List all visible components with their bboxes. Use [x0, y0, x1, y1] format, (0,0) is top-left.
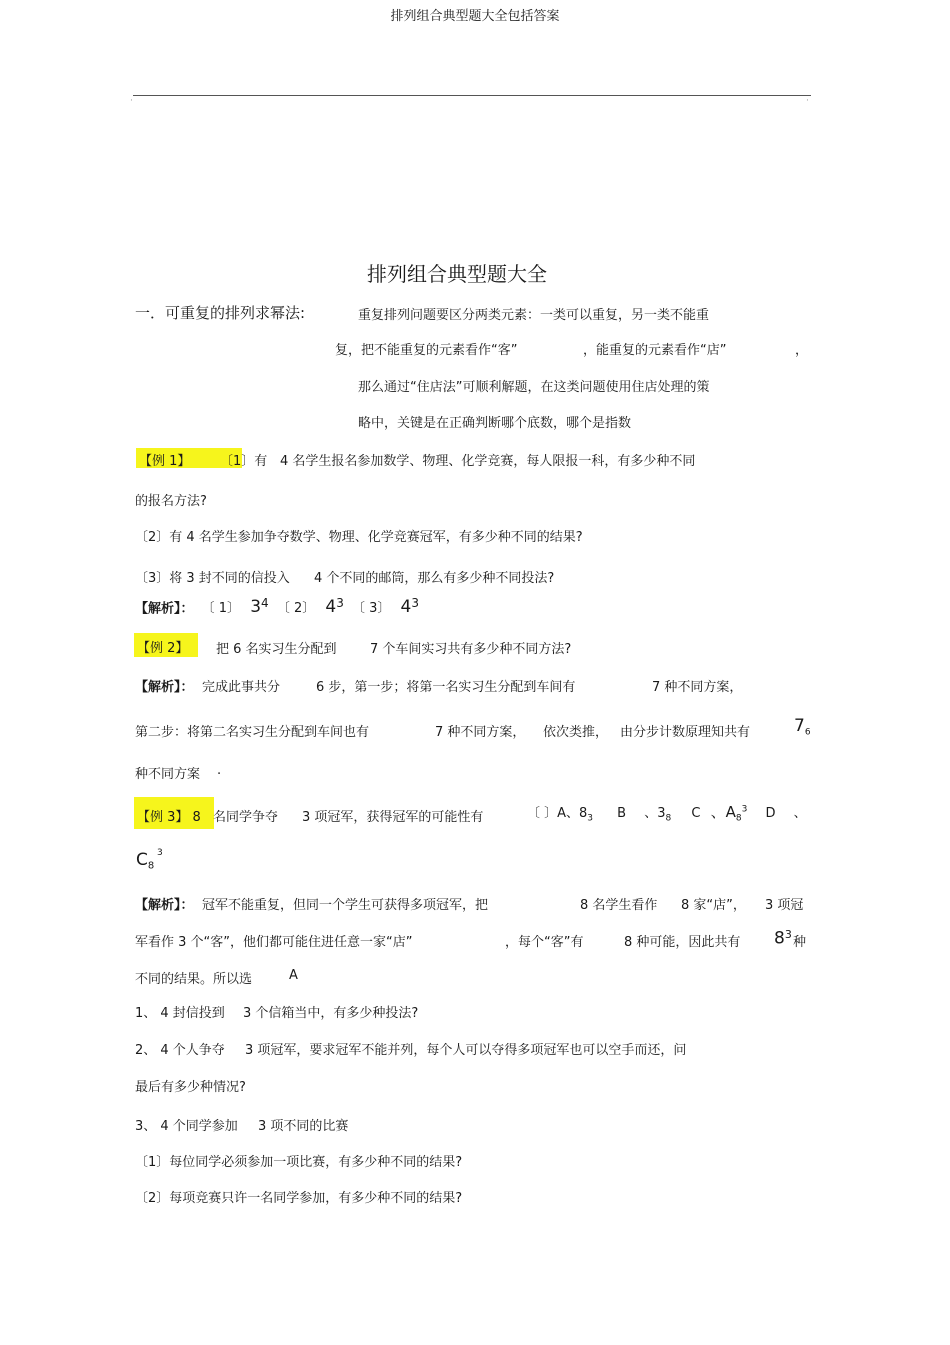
example-3-a3a: 不同的结果。所以选	[135, 972, 253, 987]
example-2-l2d: 由分步计数原理知共有	[620, 725, 751, 740]
answer-1-exp: 4	[261, 596, 269, 610]
option-d-value	[136, 848, 163, 872]
example-3-tag	[134, 797, 214, 829]
example-2-answer-label: 【解析】：	[135, 680, 194, 695]
option-d-sup: 3	[157, 848, 163, 858]
example-3-a1b: 8 名学生看作	[580, 898, 658, 913]
option-c-sup: 3	[741, 804, 748, 815]
option-d-sep: 、	[793, 806, 807, 821]
intro-line-2b: ，能重复的元素看作“店”	[583, 343, 727, 358]
example-3-a1d: 3 项冠	[765, 898, 804, 913]
example-2-qa: 把 6 名实习生分配到	[216, 642, 337, 657]
practice-1a: 1、 4 封信投到	[135, 1006, 225, 1021]
example-2-l1b: 6 步，第一步；将第一名实习生分配到车间有	[316, 680, 576, 695]
option-c-value: 、A	[710, 803, 736, 821]
intro-line-1: 重复排列问题要区分两类元素：一类可以重复，另一类不能重	[358, 308, 710, 323]
answer-2-base: 4	[325, 597, 337, 618]
power-exp: 6	[804, 727, 811, 738]
example-2-l3: 种不同方案	[135, 767, 201, 782]
example-2-qb: 7 个车间实习共有多少种不同方法?	[370, 642, 572, 657]
example-1-q1c: 的报名方法?	[135, 494, 207, 509]
example-2-l1c: 7 种不同方案，	[652, 680, 743, 695]
option-a-sup: 3	[587, 813, 594, 824]
option-b-value: 、3	[644, 806, 666, 821]
answer-label: 【解析】：	[135, 601, 194, 617]
example-2-tag-text: 【例 2】	[137, 641, 189, 656]
header-rule-right-mark: ·	[806, 96, 809, 106]
header-rule-left-mark: ·	[130, 96, 133, 106]
a2-power-exp: 3	[784, 928, 792, 941]
example-1-tag-text: 【例 1】	[139, 454, 191, 469]
answer-3-base: 4	[400, 597, 412, 618]
example-3-a2d: 种	[793, 935, 807, 950]
example-1-answer	[135, 596, 419, 617]
page-title: 排列组合典型题大全	[367, 262, 547, 286]
practice-3a: 3、 4 个同学参加	[135, 1119, 238, 1134]
example-3-a2a: 军看作 3 个“客”，他们都可能住进任意一家“店”	[135, 935, 413, 950]
option-paren-a: 〔 〕A、8	[527, 806, 588, 821]
answer-2-exp: 3	[336, 596, 344, 610]
practice-1b: 3 个信箱当中，有多少种投法?	[243, 1006, 419, 1021]
example-2-power	[794, 716, 811, 738]
example-1-q1b: 4 名学生报名参加数学、物理、化学竞赛，每人限报一科，有多少种不同	[280, 454, 696, 469]
practice-2c: 最后有多少种情况?	[135, 1080, 246, 1095]
example-3-options	[527, 801, 807, 824]
option-d-sub: 8	[147, 860, 155, 872]
intro-line-3: 那么通过“住店法”可顺利解题，在这类问题使用住店处理的策	[358, 380, 710, 395]
example-1-q2: 〔2〕有 4 名学生参加争夺数学、物理、化学竞赛冠军，有多少种不同的结果?	[135, 530, 583, 545]
intro-line-2a: 复，把不能重复的元素看作“客”	[335, 343, 518, 358]
example-3-a2-power	[774, 928, 792, 948]
option-d-letter-c: C	[136, 850, 148, 870]
header-rule	[133, 95, 811, 96]
example-3-a2b: ，每个“客”有	[505, 935, 584, 950]
document-header-title: 排列组合典型题大全包括答案	[390, 9, 560, 24]
example-3-qa: 名同学争夺	[213, 810, 279, 825]
practice-2b: 3 项冠军，要求冠军不能并列，每个人可以夺得多项冠军也可以空手而还，问	[245, 1043, 687, 1058]
example-3-tag-text: 【例 3】 8	[137, 810, 201, 825]
option-d-letter: D	[765, 806, 776, 821]
option-c-letter: C	[691, 806, 701, 821]
example-2-l3-dot: .	[217, 763, 222, 778]
example-1-q3a: 〔3〕将 3 封不同的信投入	[135, 571, 290, 586]
section-heading: 一．可重复的排列求幂法:	[135, 304, 306, 322]
example-2-tag	[134, 633, 198, 657]
example-3-a1c: 8 家“店”，	[681, 898, 746, 913]
answer-3-label: 〔 3〕	[351, 601, 391, 617]
option-b-letter: B	[617, 806, 627, 821]
example-3-a3b: A	[289, 968, 298, 983]
example-3-qb: 3 项冠军，获得冠军的可能性有	[302, 810, 484, 825]
answer-2-label: 〔 2〕	[276, 601, 316, 617]
example-2-l2a: 第二步：将第二名实习生分配到车间也有	[135, 725, 370, 740]
a2-power-base: 8	[774, 928, 785, 949]
example-2-l1a: 完成此事共分	[202, 680, 281, 695]
example-3-answer-label: 【解析】：	[135, 898, 194, 913]
option-b-sup: 8	[665, 813, 672, 824]
option-c-sub: 8	[735, 813, 742, 824]
practice-3-1: 〔1〕每位同学必须参加一项比赛，有多少种不同的结果?	[135, 1155, 463, 1170]
answer-1-label: 〔 1〕	[201, 601, 241, 617]
answer-3-exp: 3	[411, 596, 419, 610]
example-1-q1a: 〔1〕有	[220, 454, 268, 469]
example-1-q3b: 4 个不同的邮筒，那么有多少种不同投法?	[314, 571, 555, 586]
practice-3b: 3 项不同的比赛	[258, 1119, 349, 1134]
intro-line-2c: ，	[795, 343, 809, 358]
example-3-a2c: 8 种可能，因此共有	[624, 935, 741, 950]
practice-3-2: 〔2〕每项竞赛只许一名同学参加，有多少种不同的结果?	[135, 1191, 463, 1206]
power-base: 7	[794, 716, 805, 736]
practice-2a: 2、 4 个人争夺	[135, 1043, 225, 1058]
example-2-l2c: 依次类推，	[543, 725, 609, 740]
example-3-a1a: 冠军不能重复，但同一个学生可获得多项冠军，把	[202, 898, 489, 913]
answer-1-base: 3	[250, 597, 262, 618]
intro-line-4: 略中，关键是在正确判断哪个底数，哪个是指数	[358, 416, 632, 431]
example-2-l2b: 7 种不同方案，	[435, 725, 526, 740]
